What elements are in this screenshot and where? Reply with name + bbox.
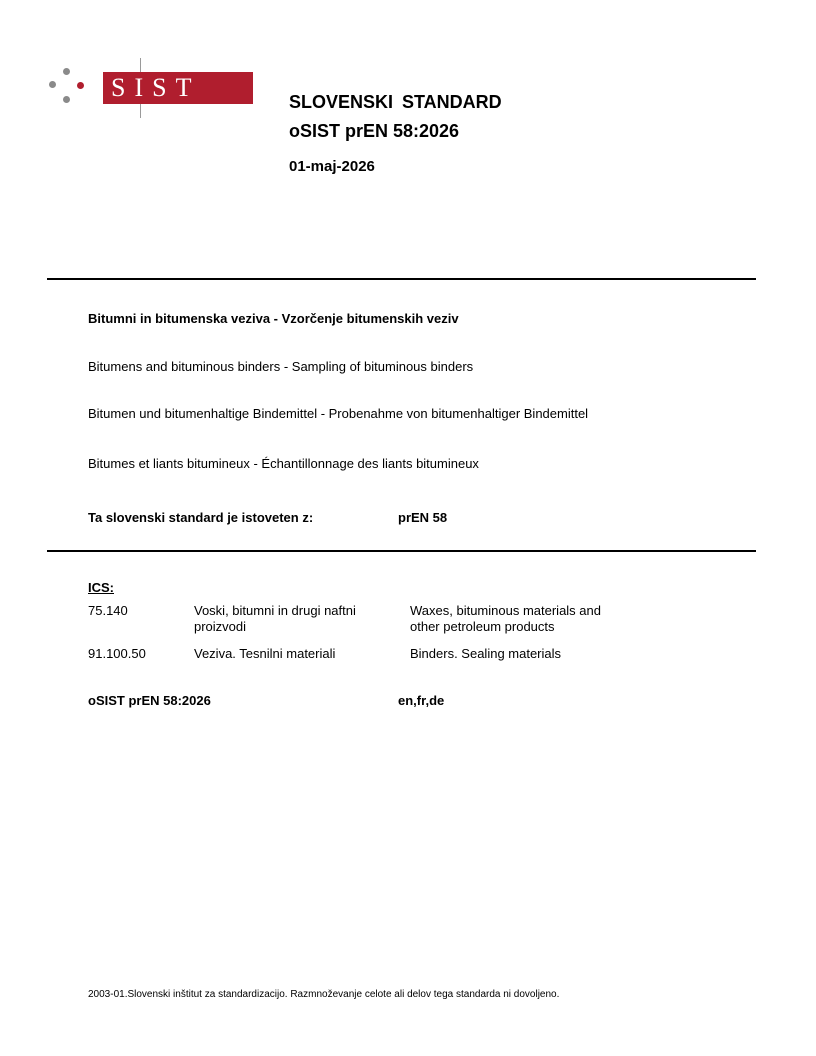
copyright-notice: 2003-01.Slovenski inštitut za standardizacijo. Razmnoževanje celote ali delov tega standarda ni dovoljeno. — [88, 989, 560, 1000]
identical-label: Ta slovenski standard je istoveten z: — [88, 510, 314, 525]
ics-description-en: Waxes, bituminous materials and other petroleum products — [410, 603, 601, 634]
document-header — [289, 92, 502, 175]
ics-code: 91.100.50 — [88, 646, 146, 661]
logo-dot-top — [63, 68, 70, 75]
title-french: Bitumes et liants bitumineux - Échantillonnage des liants bitumineux — [88, 456, 479, 471]
summary-code: oSIST prEN 58:2026 — [88, 693, 211, 708]
ics-description-sl: Veziva. Tesnilni materiali — [194, 646, 336, 661]
standard-date: 01-maj-2026 — [289, 158, 375, 175]
title-slovenian: Bitumni in bitumenska veziva - Vzorčenje bitumenskih veziv — [88, 311, 459, 326]
standard-type: SLOVENSKI STANDARD — [289, 92, 502, 112]
ics-description-sl: Voski, bitumni in drugi naftni proizvodi — [194, 603, 356, 634]
logo-wordmark: SIST — [103, 72, 253, 104]
sist-logo — [47, 66, 207, 118]
summary-languages: en,fr,de — [398, 693, 445, 708]
logo-dot-right — [77, 82, 84, 89]
title-german: Bitumen und bitumenhaltige Bindemittel - Probenahme von bitumenhaltiger Bindemittel — [88, 406, 589, 421]
logo-dot-left — [49, 81, 56, 88]
standard-code: oSIST prEN 58:2026 — [289, 121, 460, 141]
logo-dot-bottom — [63, 96, 70, 103]
bottom-divider — [47, 550, 756, 552]
ics-code: 75.140 — [88, 603, 128, 618]
title-english: Bitumens and bituminous binders - Sampling of bituminous binders — [88, 359, 474, 374]
top-divider — [47, 278, 756, 280]
identical-value: prEN 58 — [398, 510, 448, 525]
ics-description-en: Binders. Sealing materials — [410, 646, 562, 661]
ics-heading: ICS: — [88, 580, 114, 595]
